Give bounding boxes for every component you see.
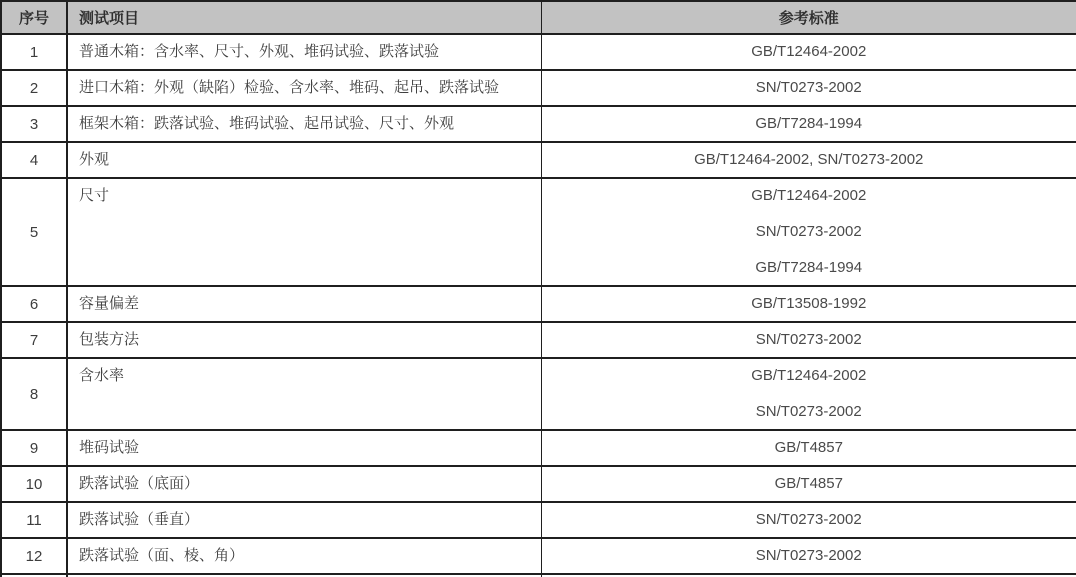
cell-reference-standard [541,538,1076,574]
cell-reference-standard [541,466,1076,502]
cell-serial: 12 [1,538,67,574]
table-row [1,322,1076,358]
table-row [1,358,1076,430]
standard-line: GB/T12464-2002 [751,187,867,204]
cell-test-item: 跌落试验（垂直） [67,502,541,538]
cell-test-item: 堆码试验 [67,430,541,466]
cell-reference-standard [541,286,1076,322]
standard-line: GB/T12464-2002, SN/T0273-2002 [694,151,924,168]
cell-serial: 8 [1,358,67,430]
cell-serial: 2 [1,70,67,106]
cell-serial: 10 [1,466,67,502]
table-row [1,286,1076,322]
cell-serial: 7 [1,322,67,358]
cell-reference-standard [541,358,1076,430]
standard-line: SN/T0273-2002 [755,331,862,348]
header-cell-serial: 序号 [1,1,67,34]
table-row [1,70,1076,106]
cell-reference-standard [541,430,1076,466]
header-row [1,1,1076,34]
cell-test-item: 外观 [67,142,541,178]
cell-test-item: 进口木箱：外观（缺陷）检验、含水率、堆码、起吊、跌落试验 [67,70,541,106]
table-row [1,106,1076,142]
header-cell-standard: 参考标准 [541,1,1076,34]
standard-line: SN/T0273-2002 [755,547,862,564]
cell-serial: 1 [1,34,67,70]
table-row [1,178,1076,286]
cell-reference-standard [541,178,1076,286]
cell-test-item: 跌落试验（底面） [67,466,541,502]
standard-line: GB/T12464-2002 [751,43,867,60]
standard-line: SN/T0273-2002 [755,79,862,96]
cell-test-item: 尺寸 [67,178,541,286]
cell-test-item: 框架木箱：跌落试验、堆码试验、起吊试验、尺寸、外观 [67,106,541,142]
standard-line: SN/T0273-2002 [755,223,862,240]
cell-test-item: 跌落试验（面、棱、角） [67,538,541,574]
table-row [1,142,1076,178]
cell-serial: 5 [1,178,67,286]
standard-line: GB/T7284-1994 [755,259,863,276]
cell-reference-standard [541,34,1076,70]
standard-line: GB/T7284-1994 [755,115,863,132]
table-row [1,466,1076,502]
cell-test-item: 容量偏差 [67,286,541,322]
cell-serial: 3 [1,106,67,142]
cell-reference-standard [541,502,1076,538]
standard-line: GB/T4857 [774,475,843,492]
standard-line: GB/T13508-1992 [751,295,867,312]
standard-line: SN/T0273-2002 [755,403,862,420]
table-row [1,538,1076,574]
table-row [1,430,1076,466]
cell-reference-standard [541,70,1076,106]
standard-line: GB/T12464-2002 [751,367,867,384]
table-body [1,34,1076,577]
cell-serial: 4 [1,142,67,178]
header-cell-item: 测试项目 [67,1,541,34]
standard-line: GB/T4857 [774,439,843,456]
cell-test-item: 普通木箱：含水率、尺寸、外观、堆码试验、跌落试验 [67,34,541,70]
cell-serial: 6 [1,286,67,322]
cell-reference-standard [541,106,1076,142]
cell-reference-standard [541,322,1076,358]
cell-serial: 9 [1,430,67,466]
standard-line: SN/T0273-2002 [755,511,862,528]
table-row [1,34,1076,70]
table-row [1,502,1076,538]
cell-test-item: 包装方法 [67,322,541,358]
cell-reference-standard [541,142,1076,178]
cell-test-item: 含水率 [67,358,541,430]
cell-serial: 11 [1,502,67,538]
